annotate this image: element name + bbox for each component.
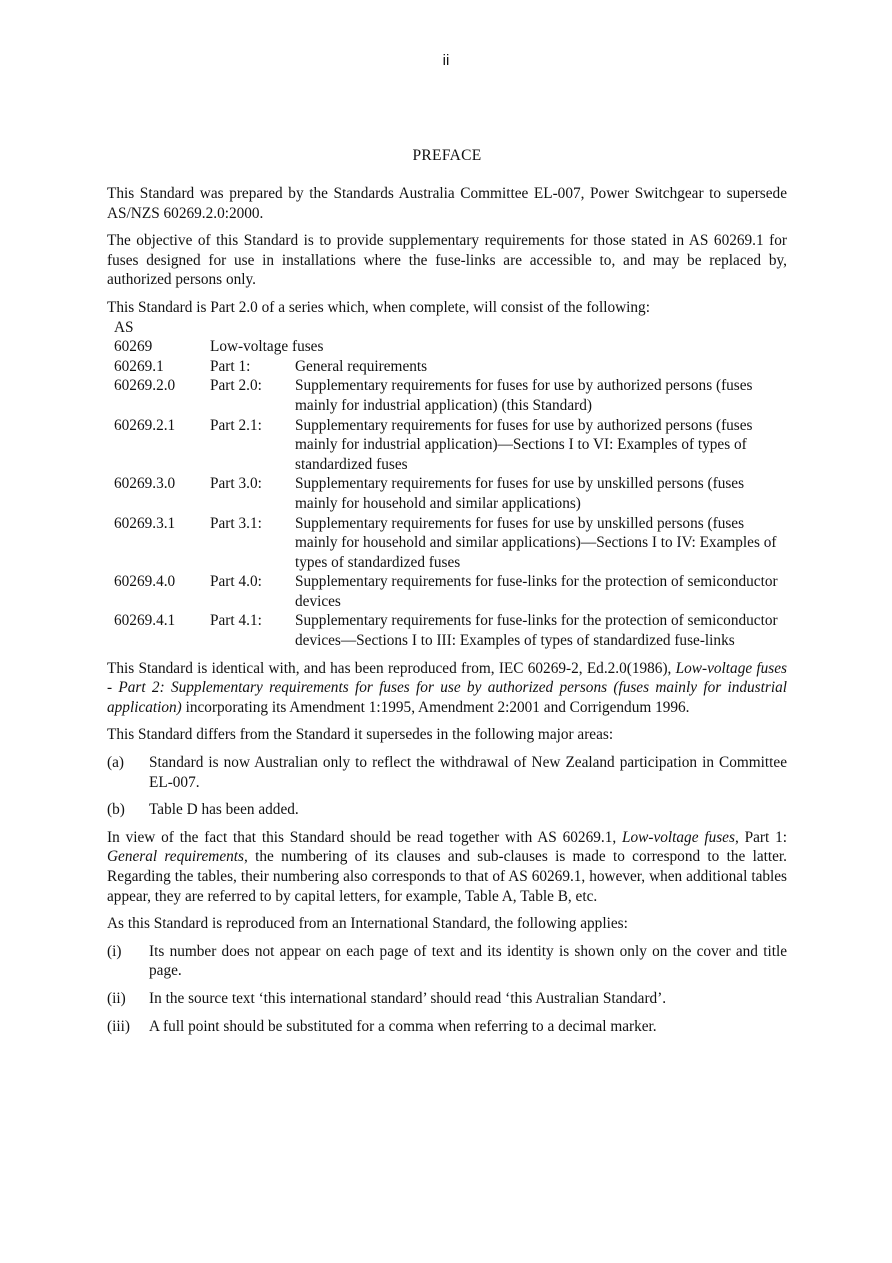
list-item xyxy=(107,989,787,1009)
numbering-text-1: In view of the fact that this Standard should be read together with AS 60269.1, xyxy=(107,828,623,846)
list-item xyxy=(107,800,787,820)
list-text: Table D has been added. xyxy=(149,801,299,819)
series-part: Part 2.0: xyxy=(210,377,262,395)
list-text: A full point should be substituted for a comma when referring to a decimal marker. xyxy=(149,1017,657,1035)
series-row xyxy=(114,376,787,415)
series-part: Low-voltage fuses xyxy=(210,338,324,356)
series-part: Part 3.0: xyxy=(210,475,262,493)
series-part: Part 4.0: xyxy=(210,573,262,591)
list-item xyxy=(107,942,787,981)
numbering-text-2: , Part 1: xyxy=(734,828,787,846)
series-part: Part 2.1: xyxy=(210,416,262,434)
series-number: 60269 xyxy=(114,338,153,356)
series-part: Part 1: xyxy=(210,357,251,375)
series-number: 60269.1 xyxy=(114,357,164,375)
list-marker: (b) xyxy=(107,801,125,819)
series-prefix: AS xyxy=(114,318,134,336)
series-number: 60269.2.1 xyxy=(114,416,176,434)
series-number: 60269.3.1 xyxy=(114,514,176,532)
series-prefix-row xyxy=(114,318,787,338)
identical-mid: incorporating its Amendment 1:1995, xyxy=(181,698,416,716)
series-row xyxy=(114,416,787,475)
list-item xyxy=(107,753,787,792)
series-list xyxy=(114,318,787,651)
identical-title-italic: Low-voltage fuses - Part 2: Supplementary requirements for fuses for use by authorized persons (fuses mainly for industrial application) xyxy=(107,659,787,716)
document-body xyxy=(107,146,787,1044)
page-title: PREFACE xyxy=(412,147,482,164)
series-row xyxy=(114,357,787,377)
list-marker: (iii) xyxy=(107,1017,130,1035)
list-text: Standard is now Australian only to reflect the withdrawal of New Zealand participation in Committee EL-007. xyxy=(149,754,787,791)
applies-list xyxy=(107,942,787,1036)
series-row xyxy=(114,474,787,513)
paragraph-identical xyxy=(107,659,787,718)
series-row xyxy=(114,514,787,573)
numbering-italic-2: General requirements xyxy=(107,848,244,866)
identical-tail: Amendment 2:2001 and Corrigendum 1996. xyxy=(418,698,690,716)
list-text: Its number does not appear on each page of text and its identity is shown only on the cover and title page. xyxy=(149,942,787,980)
paragraph-committee: This Standard was prepared by the Standards Australia Committee EL-007, Power Switchgear to supersede AS/NZS 60269.2.0:2000. xyxy=(107,185,787,222)
differences-list xyxy=(107,753,787,820)
series-title: Supplementary requirements for fuses for use by unskilled persons (fuses mainly for household and similar applications)—Sections I to IV: Examples of types of standardized fuses xyxy=(295,514,777,571)
list-marker: (a) xyxy=(107,754,124,772)
list-item xyxy=(107,1017,787,1037)
series-row xyxy=(114,572,787,611)
paragraph-objective: The objective of this Standard is to provide supplementary requirements for those stated in AS 60269.1 for fuses designed for use in installations where the fuse-links are accessible to, and may be replaced by, authorized persons only. xyxy=(107,232,787,289)
series-title: Supplementary requirements for fuse-links for the protection of semiconductor devices—Sections I to III: Examples of types of standardized fuse-links xyxy=(295,612,778,650)
series-title: Supplementary requirements for fuses for use by unskilled persons (fuses mainly for household and similar applications) xyxy=(295,475,745,512)
list-text: In the source text ‘this international standard’ should read ‘this Australian Standard’. xyxy=(149,989,667,1007)
paragraph-numbering xyxy=(107,828,787,906)
series-number: 60269.3.0 xyxy=(114,475,176,493)
series-row xyxy=(114,611,787,650)
paragraph-series-intro: This Standard is Part 2.0 of a series which, when complete, will consist of the following: xyxy=(107,298,650,316)
series-row xyxy=(114,337,787,357)
series-part: Part 3.1: xyxy=(210,514,262,532)
series-title: Supplementary requirements for fuses for use by authorized persons (fuses mainly for industrial application)—Sections I to VI: Examples of types of standardized fuses xyxy=(295,416,753,473)
paragraph-applies-intro: As this Standard is reproduced from an International Standard, the following applies: xyxy=(107,915,628,933)
list-marker: (i) xyxy=(107,942,122,960)
list-marker: (ii) xyxy=(107,989,126,1007)
page-number: ii xyxy=(442,52,450,69)
series-number: 60269.2.0 xyxy=(114,377,176,395)
series-number: 60269.4.1 xyxy=(114,612,176,630)
series-title: Supplementary requirements for fuse-links for the protection of semiconductor devices xyxy=(295,573,778,610)
numbering-text-3: , the numbering of its clauses and sub-clauses is made to correspond to the latter. Regarding the tables, their numbering also corresponds to that of AS 60269.1, however, when additional tables appear, they are referred to by capital letters, for example, Table A, Table B, etc. xyxy=(107,848,787,905)
series-title: General requirements xyxy=(295,357,428,375)
identical-lead: This Standard is identical with, and has been reproduced from, IEC 60269-2, Ed.2.0(1986), xyxy=(107,659,672,677)
series-number: 60269.4.0 xyxy=(114,573,176,591)
series-part: Part 4.1: xyxy=(210,612,262,630)
numbering-italic-1: Low-voltage fuses xyxy=(622,828,735,846)
series-title: Supplementary requirements for fuses for use by authorized persons (fuses mainly for industrial application) (this Standard) xyxy=(295,377,753,414)
paragraph-differences-intro: This Standard differs from the Standard it supersedes in the following major areas: xyxy=(107,726,614,744)
